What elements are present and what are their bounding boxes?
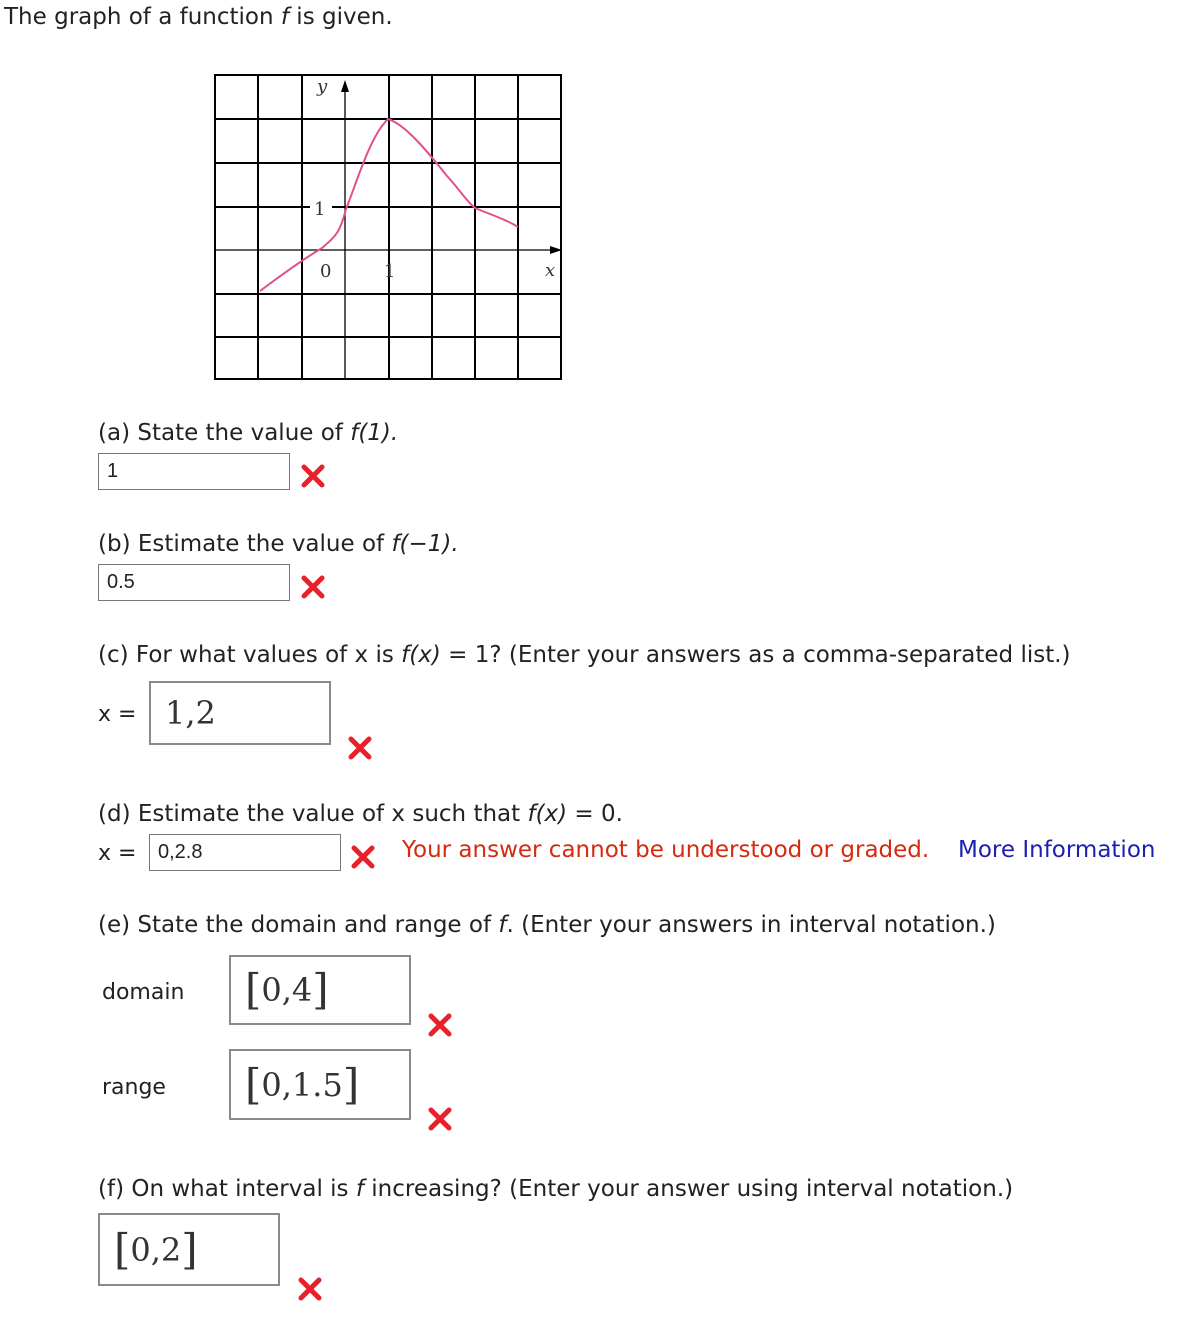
- function-graph: [212, 72, 564, 382]
- more-information-link[interactable]: More Information: [958, 837, 1156, 863]
- incorrect-icon: [350, 844, 376, 870]
- part-b-prompt: (b) Estimate the value of f(−1).: [98, 531, 459, 557]
- range-label: range: [102, 1075, 166, 1100]
- part-c-prompt: (c) For what values of x is f(x) = 1? (Enter your answers as a comma-separated list.): [98, 642, 1071, 668]
- part-c-x-label: x =: [98, 702, 137, 727]
- range-answer-input[interactable]: [ 0,1.5 ]: [229, 1049, 411, 1120]
- graph-axes: [215, 92, 552, 379]
- tick-label-x1: 1: [384, 261, 396, 282]
- part-c-answer-input[interactable]: 1,2: [149, 681, 331, 745]
- part-a-answer-input[interactable]: [98, 453, 290, 490]
- part-d-x-label: x =: [98, 841, 137, 866]
- incorrect-icon: [297, 1276, 323, 1302]
- part-d-error-message: Your answer cannot be understood or graded.: [402, 837, 930, 863]
- incorrect-icon: [427, 1012, 453, 1038]
- part-f-answer-input[interactable]: [ 0,2 ]: [98, 1213, 280, 1286]
- incorrect-icon: [300, 574, 326, 600]
- incorrect-icon: [347, 735, 373, 761]
- tick-label-origin: 0: [320, 261, 332, 282]
- tick-label-y1: 1: [314, 199, 326, 220]
- domain-answer-input[interactable]: [ 0,4 ]: [229, 955, 411, 1025]
- x-axis-label: x: [545, 260, 556, 281]
- intro-text: The graph of a function f is given.: [4, 4, 393, 30]
- incorrect-icon: [300, 463, 326, 489]
- part-f-prompt: (f) On what interval is f increasing? (Enter your answer using interval notation.): [98, 1176, 1014, 1202]
- y-axis-arrow: [341, 80, 349, 92]
- part-d-prompt: (d) Estimate the value of x such that f(x) = 0.: [98, 801, 623, 827]
- incorrect-icon: [427, 1106, 453, 1132]
- domain-label: domain: [102, 980, 185, 1005]
- part-b-answer-input[interactable]: [98, 564, 290, 601]
- y-axis-label: y: [317, 76, 328, 97]
- graph-grid: [215, 75, 561, 379]
- part-a-prompt: (a) State the value of f(1).: [98, 420, 399, 446]
- part-d-answer-input[interactable]: [149, 834, 341, 871]
- part-e-prompt: (e) State the domain and range of f. (Enter your answers in interval notation.): [98, 912, 996, 938]
